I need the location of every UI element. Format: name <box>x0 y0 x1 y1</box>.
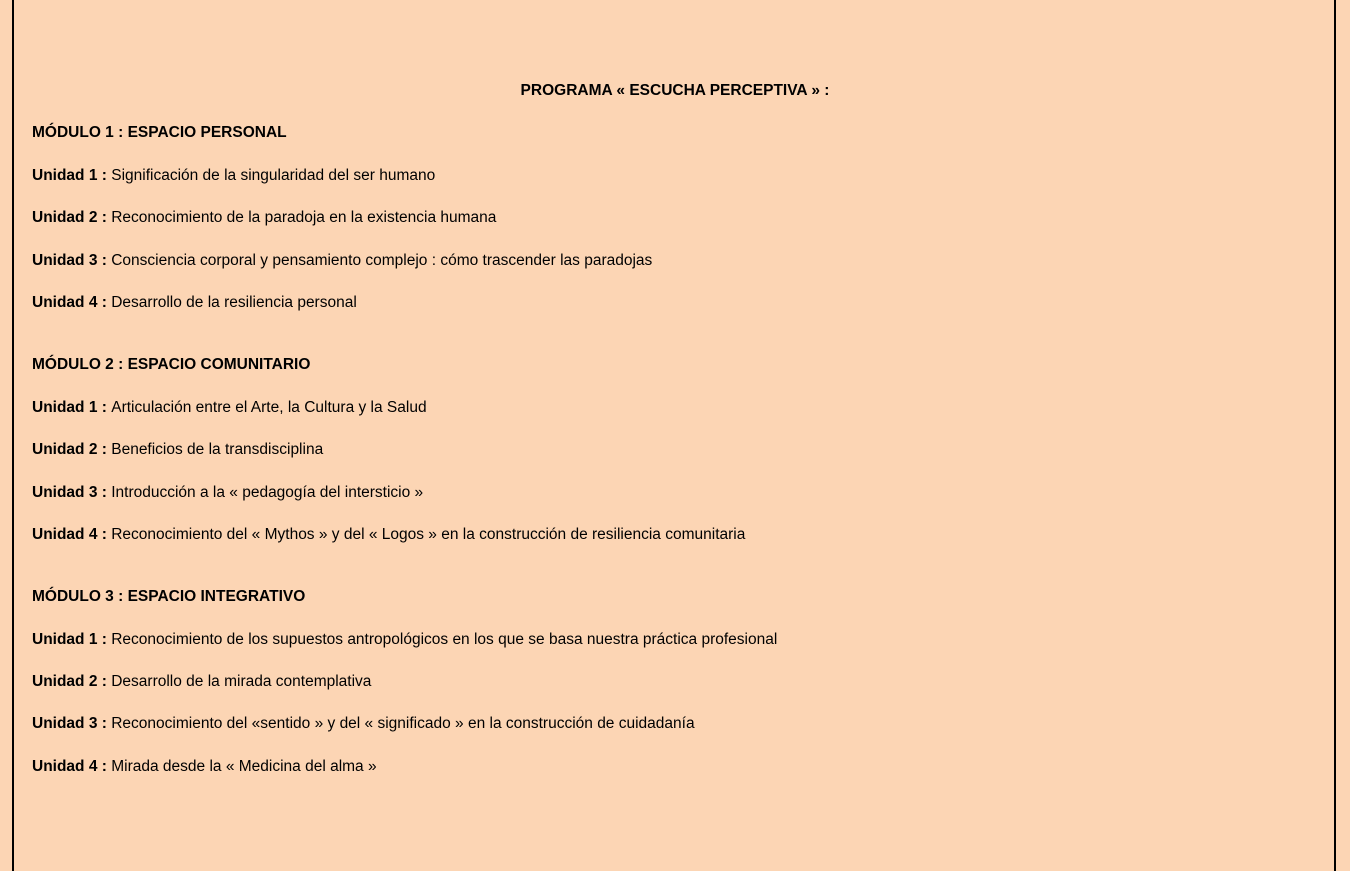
unit-label: Unidad 1 : <box>32 398 112 416</box>
unit-text: Desarrollo de la resiliencia personal <box>111 293 357 311</box>
unit-line <box>32 208 1318 228</box>
unit-text: Introducción a la « pedagogía del intersticio » <box>111 483 424 501</box>
unit-line <box>32 714 1318 734</box>
module-1 <box>32 123 1318 313</box>
module-heading: MÓDULO 2 : ESPACIO COMUNITARIO <box>32 356 311 374</box>
unit-line <box>32 630 1318 650</box>
unit-line <box>32 525 1318 545</box>
unit-line <box>32 166 1318 186</box>
unit-label: Unidad 1 : <box>32 630 112 648</box>
unit-text: Mirada desde la « Medicina del alma » <box>111 757 377 775</box>
document-body <box>32 0 1318 799</box>
unit-text: Desarrollo de la mirada contemplativa <box>111 673 372 691</box>
unit-line <box>32 293 1318 313</box>
text-boundary-line-left <box>12 0 14 871</box>
unit-label: Unidad 3 : <box>32 483 112 501</box>
module-2 <box>32 355 1318 545</box>
unit-text: Beneficios de la transdisciplina <box>111 441 324 459</box>
unit-text: Consciencia corporal y pensamiento complejo : cómo trascender las paradojas <box>111 251 653 269</box>
unit-text: Articulación entre el Arte, la Cultura y la Salud <box>111 398 427 416</box>
unit-line <box>32 398 1318 418</box>
program-title: PROGRAMA « ESCUCHA PERCEPTIVA » : <box>520 82 830 99</box>
unit-label: Unidad 4 : <box>32 525 112 543</box>
unit-line <box>32 757 1318 777</box>
unit-line <box>32 440 1318 460</box>
unit-label: Unidad 2 : <box>32 209 112 227</box>
unit-label: Unidad 4 : <box>32 293 112 311</box>
unit-text: Reconocimiento del «sentido » y del « significado » en la construcción de cuidadanía <box>111 715 695 733</box>
unit-label: Unidad 4 : <box>32 757 112 775</box>
unit-line <box>32 672 1318 692</box>
module-3 <box>32 587 1318 777</box>
unit-label: Unidad 3 : <box>32 715 112 733</box>
modules <box>32 123 1318 776</box>
unit-label: Unidad 2 : <box>32 673 112 691</box>
unit-text: Reconocimiento de los supuestos antropológicos en los que se basa nuestra práctica profesional <box>111 630 778 648</box>
text-boundary-line-right <box>1334 0 1336 871</box>
unit-label: Unidad 3 : <box>32 251 112 269</box>
unit-label: Unidad 2 : <box>32 441 112 459</box>
unit-text: Reconocimiento de la paradoja en la existencia humana <box>111 209 497 227</box>
unit-line <box>32 483 1318 503</box>
module-heading: MÓDULO 3 : ESPACIO INTEGRATIVO <box>32 588 306 606</box>
module-heading: MÓDULO 1 : ESPACIO PERSONAL <box>32 124 287 142</box>
unit-line <box>32 251 1318 271</box>
unit-label: Unidad 1 : <box>32 166 112 184</box>
unit-text: Significación de la singularidad del ser humano <box>111 166 436 184</box>
unit-text: Reconocimiento del « Mythos » y del « Logos » en la construcción de resiliencia comunitaria <box>111 525 746 543</box>
